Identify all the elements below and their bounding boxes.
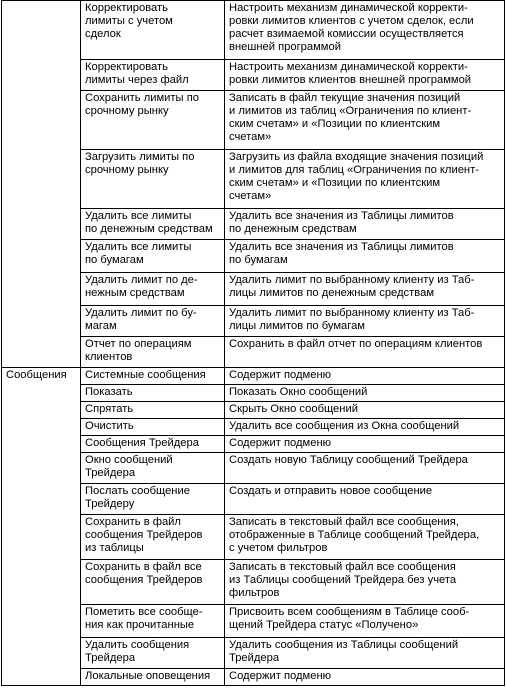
command-cell: Удалить все лимиты по денежным средствам (81, 209, 225, 240)
command-cell: Корректировать лимиты через файл (81, 60, 225, 91)
command-cell: Показать (81, 385, 225, 402)
menu-commands-table (1, 0, 505, 686)
command-cell: Спрятать (81, 402, 225, 419)
description-cell: Удалить все значения из Таблицы лимитов по денежным средствам (225, 209, 505, 240)
command-cell: Сохранить в файл сообщения Трейдеров из таблицы (81, 515, 225, 560)
group-cell-messages: Сообщения (2, 368, 81, 686)
command-cell: Удалить сообщения Трейдера (81, 638, 225, 669)
description-cell: Удалить сообщения из Таблицы сообщений Трейдера (225, 638, 505, 669)
description-cell: Настроить механизм динамической корректи- ровки лимитов клиентов внешней программой (225, 60, 505, 91)
description-cell: Присвоить всем сообщениям в Таблице сооб- щений Трейдера статус «Получено» (225, 605, 505, 638)
command-cell: Послать сообщение Трейдеру (81, 484, 225, 515)
command-cell: Локальные оповещения (81, 669, 225, 686)
description-cell: Удалить все сообщения из Окна сообщений (225, 419, 505, 436)
description-cell: Записать в текстовый файл все сообщения из Таблицы сообщений Трейдера без учета фильтров (225, 560, 505, 605)
command-cell: Удалить лимит по бу- магам (81, 306, 225, 337)
command-cell: Загрузить лимиты по срочному рынку (81, 150, 225, 209)
command-cell: Сохранить в файл все сообщения Трейдеров (81, 560, 225, 605)
table-row (2, 368, 505, 385)
description-cell: Сохранить в файл отчет по операциям клиентов (225, 337, 505, 368)
description-cell: Настроить механизм динамической корректи- ровки лимитов клиентов с учетом сделок, если расчет взимаемой комиссии осуществляется внешней программой (225, 1, 505, 60)
description-cell: Создать и отправить новое сообщение (225, 484, 505, 515)
description-cell: Показать Окно сообщений (225, 385, 505, 402)
description-cell: Удалить лимит по выбранному клиенту из Таб- лицы лимитов по денежным средствам (225, 273, 505, 306)
group-cell-previous (2, 1, 81, 368)
description-cell: Загрузить из файла входящие значения позиций и лимитов для таблиц «Ограничения по клиент- ским счетам» и «Позиции по клиентским счетам» (225, 150, 505, 209)
description-cell: Записать в файл текущие значения позиций и лимитов из таблиц «Ограничения по клиент- ским счетам» и «Позиции по клиентским счетам» (225, 91, 505, 150)
command-cell: Очистить (81, 419, 225, 436)
command-cell: Сохранить лимиты по срочному рынку (81, 91, 225, 150)
command-cell: Пометить все сообще- ния как прочитанные (81, 605, 225, 638)
description-cell: Содержит подменю (225, 436, 505, 453)
description-cell: Содержит подменю (225, 368, 505, 385)
command-cell: Корректировать лимиты с учетом сделок (81, 1, 225, 60)
command-cell: Отчет по операциям клиентов (81, 337, 225, 368)
table-row (2, 1, 505, 60)
description-cell: Удалить лимит по выбранному клиенту из Таб- лицы лимитов по бумагам (225, 306, 505, 337)
description-cell: Содержит подменю (225, 669, 505, 686)
command-cell: Удалить лимит по де- нежным средствам (81, 273, 225, 306)
description-cell: Удалить все значения из Таблицы лимитов по бумагам (225, 240, 505, 273)
description-cell: Скрыть Окно сообщений (225, 402, 505, 419)
command-cell: Системные сообщения (81, 368, 225, 385)
command-cell: Сообщения Трейдера (81, 436, 225, 453)
description-cell: Записать в текстовый файл все сообщения, отображенные в Таблице сообщений Трейдера, с учетом фильтров (225, 515, 505, 560)
description-cell: Создать новую Таблицу сообщений Трейдера (225, 453, 505, 484)
command-cell: Окно сообщений Трейдера (81, 453, 225, 484)
command-cell: Удалить все лимиты по бумагам (81, 240, 225, 273)
